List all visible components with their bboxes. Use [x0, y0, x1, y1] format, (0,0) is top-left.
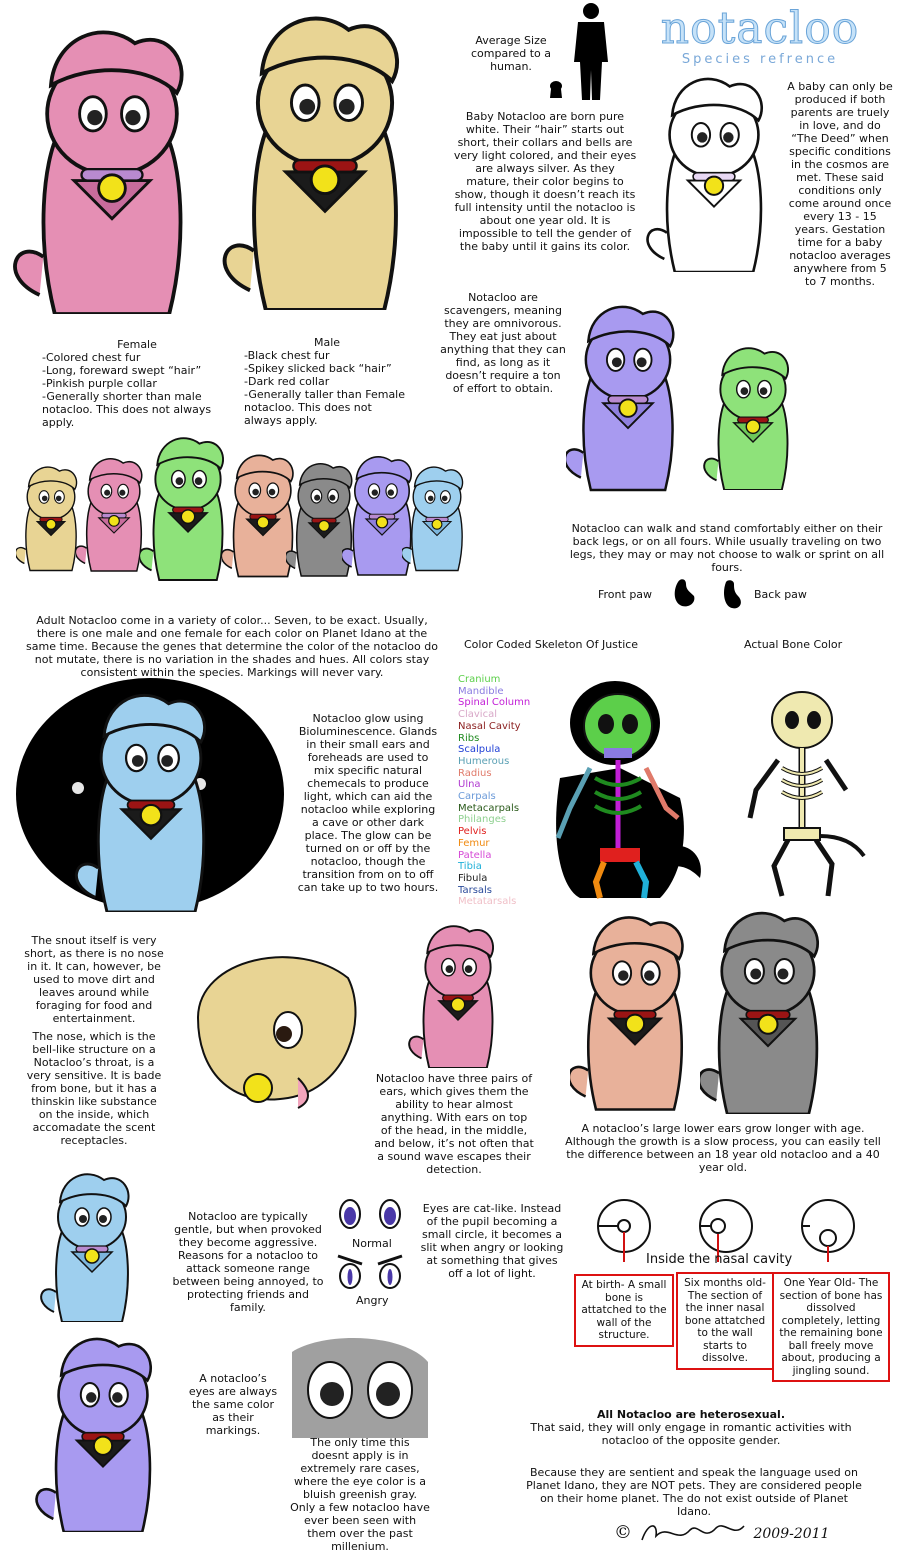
temper-text: Notacloo are typically gentle, but when provoked they become aggressive. Reasons for a notacloo to attack someone range between being annoyed, to protecting friends and family. [172, 1210, 324, 1314]
rare-eye-text: The only time this doesnt apply is in extremely rare cases, where the eye color is a bluish greenish gray. Only a few notacloo have ever been seen with them over the past millenium. [290, 1436, 430, 1553]
copyright-symbol: © [614, 1522, 632, 1543]
diet-text: Notacloo are scavengers, meaning they are omnivorous. They eat just about anything that they can find, as long as it doesn’t require a ton of effort to obtain. [440, 291, 566, 395]
human-silhouette [566, 2, 616, 100]
young-notacloo-illustration [570, 910, 700, 1114]
front-paw-label: Front paw [598, 588, 653, 601]
bone-legend-item: Ulna [458, 779, 481, 791]
nasal-stage-one-year: One Year Old- The section of bone has dissolved completely, letting the remaining bone ball freely move about, producing a jingling sound. [772, 1272, 890, 1382]
female-notacloo-illustration [12, 28, 212, 314]
female-trait: -Generally shorter than male notacloo. This does not always apply. [42, 390, 212, 429]
bone-legend-item: Mandible [458, 685, 504, 697]
bone-legend-item: Patella [458, 849, 492, 861]
male-heading: Male [313, 336, 341, 349]
nasal-stage-six-months: Six months old- The section of the inner nasal bone attatched to the wall starts to dissolve. [676, 1272, 774, 1370]
artist-signature-icon [638, 1520, 748, 1546]
bone-legend-item: Philanges [458, 814, 507, 826]
female-trait: -Long, foreward swept “hair” [42, 364, 202, 377]
old-notacloo-illustration [700, 910, 836, 1114]
male-trait: -Dark red collar [244, 375, 330, 388]
snout-closeup-illustration [178, 938, 368, 1118]
bone-legend-item: Pelvis [458, 826, 487, 838]
color-coded-skeleton [540, 668, 712, 904]
ears-text: Notacloo have three pairs of ears, which gives them the ability to hear almost anything. With ears on top of the head, in the middle, and below, it’s not often that a sound wave escapes their detection. [374, 1072, 534, 1176]
logo [640, 3, 880, 67]
normal-eyes-icon [334, 1196, 406, 1232]
signature [614, 1520, 829, 1546]
rare-eyes-closeup [292, 1332, 428, 1438]
back-paw-icon [722, 580, 744, 610]
eyes-text: Eyes are cat-like. Instead of the pupil becoming a small circle, it becomes a slit when angry or looking at something that gives off a lot of light. [420, 1202, 564, 1280]
pink-ears-notacloo-illustration [408, 924, 508, 1068]
page-subtitle: Species refrence [681, 52, 839, 67]
bone-legend-item: Fibula [458, 872, 488, 884]
actual-bone-skeleton [740, 676, 870, 902]
bone-legend-item: Cranium [458, 674, 501, 685]
back-paw-label: Back paw [754, 588, 807, 601]
female-trait: -Pinkish purple collar [42, 377, 157, 390]
copyright-years: 2009-2011 [753, 1526, 830, 1542]
bone-legend-item: Ribs [458, 732, 480, 744]
purple-eyes-notacloo-illustration [18, 1336, 188, 1532]
baby-birth-text: Baby Notacloo are born pure white. Their “hair” starts out short, their collars and bells are very light colored, and their eyes are always silver. As they mature, their color begins to show, though it doesn’t reach its full intensity until the notacloo is about one year old. It is impossible to tell the gender of the baby until it gains its color. [453, 110, 637, 253]
page-title: notacloo [660, 3, 860, 54]
bone-legend-item: Humerous [458, 755, 510, 767]
front-paw-icon [672, 578, 698, 608]
bone-legend-item: Spinal Column [458, 697, 531, 709]
nose-text: The nose, which is the bell-like structure on a Notacloo’s throat, is a very sensitive. It is bade from bone, but it has a thinskin like substance on the inside, which accomadate the scent receptacles. [26, 1030, 162, 1147]
ears-age-text: A notacloo’s large lower ears grow longer with age. Although the growth is a slow process, you can easily tell the difference between an 18 year old notacloo and a 40 year old. [565, 1122, 881, 1174]
nasal-stage-birth: At birth- A small bone is attatched to the wall of the structure. [574, 1274, 674, 1347]
male-trait: -Generally taller than Female notacloo. This does not always apply. [244, 388, 406, 427]
male-notacloo-illustration [222, 14, 428, 310]
male-spec [244, 336, 410, 427]
bone-legend-item: Carpals [458, 791, 496, 803]
angry-notacloo-illustration [28, 1172, 156, 1322]
lineup-blue [402, 440, 472, 596]
angry-eyes-icon [334, 1250, 406, 1290]
baby-conditions-text: A baby can only be produced if both parents are truely in love, and do “The Deed” when specific conditions in the cosmos are met. These said conditions only come around once every 13 - 15 years. Gestation time for a baby notacloo averages anywhere from 5 to 7 months. [787, 80, 893, 288]
notacloo-silhouette [548, 80, 564, 98]
color-lineup [16, 420, 472, 596]
male-trait: -Spikey slicked back “hair” [244, 362, 392, 375]
glow-text: Notacloo glow using Bioluminescence. Glands in their small ears and foreheads are used to mix specific natural chemecals to produce light, which can aid the notacloo while exploring a cave or other dark place. The glow can be turned on or off by the notacloo, though the transition from on to off can take up to two hours. [297, 712, 439, 894]
hetero-bold: All Notacloo are heterosexual. [597, 1408, 785, 1421]
female-trait: -Colored chest fur [42, 351, 141, 364]
baby-notacloo-illustration [640, 76, 788, 272]
female-spec [42, 338, 232, 429]
bone-legend-item: Metacarpals [458, 802, 520, 814]
size-caption: Average Size compared to a human. [470, 34, 552, 73]
green-notacloo-illustration [688, 346, 818, 490]
bone-legend-item: Femur [458, 837, 490, 849]
bone-legend [458, 674, 530, 908]
hetero-rest: That said, they will only engage in romantic activities with notacloo of the opposite gender. [530, 1421, 852, 1447]
colors-text: Adult Notacloo come in a variety of color... Seven, to be exact. Usually, there is one male and one female for each color on Planet Idano at the same time. Because the genes that determine the color of the notacloo do not mutate, there is no variation in the shades and hues. All colors stay consistent within the species. Markings will never vary. [26, 614, 438, 679]
bone-legend-item: Tibia [458, 861, 482, 873]
bone-legend-item: Clavical [458, 709, 497, 721]
actual-bone-title: Actual Bone Color [744, 638, 843, 651]
bone-legend-item: Metatarsals [458, 896, 517, 908]
bone-legend-item: Scalpula [458, 744, 501, 756]
bone-legend-item: Tarsals [458, 884, 493, 896]
hetero-note [516, 1408, 866, 1447]
angry-label: Angry [356, 1294, 389, 1307]
normal-label: Normal [352, 1237, 392, 1250]
pets-note: Because they are sentient and speak the language used on Planet Idano, they are NOT pets. They are considered people on their home planet. The do not exist outside of Planet Idano. [526, 1466, 862, 1518]
bone-legend-item: Nasal Cavity [458, 720, 521, 732]
male-trait: -Black chest fur [244, 349, 330, 362]
blue-notacloo-illustration [56, 692, 246, 912]
nasal-title: Inside the nasal cavity [646, 1252, 793, 1267]
female-heading: Female [117, 338, 157, 351]
eye-color-text: A notacloo’s eyes are always the same color as their markings. [188, 1372, 278, 1437]
walking-text: Notacloo can walk and stand comfortably either on their back legs, or on all fours. While usually traveling on two legs, they may or may not choose to walk or sprint on all fours. [569, 522, 885, 574]
purple-notacloo-illustration [566, 286, 690, 508]
skeleton-title: Color Coded Skeleton Of Justice [464, 638, 639, 651]
snout-text: The snout itself is very short, as there is no nose in it. It can, however, be used to move dirt and leaves around while foraging for food and entertainment. [24, 934, 164, 1025]
bone-legend-item: Radius [458, 767, 492, 779]
